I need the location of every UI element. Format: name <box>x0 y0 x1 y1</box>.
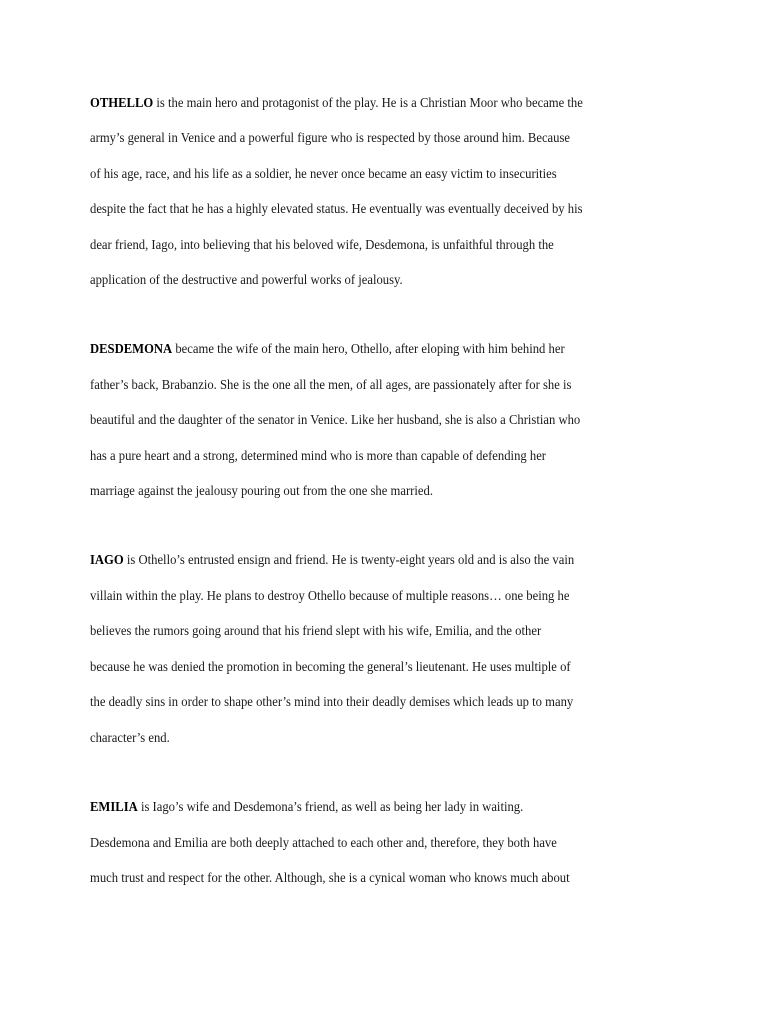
paragraph-emilia-line-1 <box>90 798 523 816</box>
character-name-othello: OTHELLO <box>90 95 154 110</box>
paragraph-desdemona-line-4: has a pure heart and a strong, determined mind who is more than capable of defending her <box>90 448 547 463</box>
line-text: is Othello’s entrusted ensign and friend. He is twenty-eight years old and is also the vain <box>123 552 575 567</box>
line-text: became the wife of the main hero, Othello, after eloping with him behind her <box>172 341 565 356</box>
paragraph-othello-line-2: army’s general in Venice and a powerful figure who is respected by those around him. Because <box>90 130 571 145</box>
character-name-desdemona: DESDEMONA <box>90 341 173 356</box>
paragraph-othello-line-3: of his age, race, and his life as a soldier, he never once became an easy victim to insecurities <box>90 166 557 181</box>
paragraph-desdemona-line-2: father’s back, Brabanzio. She is the one all the men, of all ages, are passionately after for she is <box>90 377 572 392</box>
paragraph-othello-line-5: dear friend, Iago, into believing that his beloved wife, Desdemona, is unfaithful through the <box>90 237 554 252</box>
line-text: is Iago’s wife and Desdemona’s friend, as well as being her lady in waiting. <box>137 799 524 814</box>
paragraph-emilia-line-2: Desdemona and Emilia are both deeply attached to each other and, therefore, they both have <box>90 835 557 850</box>
paragraph-iago-line-5: the deadly sins in order to shape other’s mind into their deadly demises which leads up to many <box>90 694 574 709</box>
paragraph-desdemona-line-3: beautiful and the daughter of the senator in Venice. Like her husband, she is also a Christian who <box>90 412 581 427</box>
paragraph-othello-line-1 <box>90 94 583 112</box>
paragraph-iago-line-6: character’s end. <box>90 730 170 745</box>
paragraph-emilia-line-3: much trust and respect for the other. Although, she is a cynical woman who knows much about <box>90 870 570 885</box>
character-name-iago: IAGO <box>90 552 124 567</box>
paragraph-othello-line-6: application of the destructive and powerful works of jealousy. <box>90 272 403 287</box>
character-name-emilia: EMILIA <box>90 799 138 814</box>
line-text: is the main hero and protagonist of the play. He is a Christian Moor who became the <box>153 95 583 110</box>
paragraph-iago-line-2: villain within the play. He plans to destroy Othello because of multiple reasons… one being he <box>90 588 570 603</box>
paragraph-othello-line-4: despite the fact that he has a highly elevated status. He eventually was eventually deceived by his <box>90 201 583 216</box>
paragraph-iago-line-1 <box>90 551 574 569</box>
paragraph-desdemona-line-5: marriage against the jealousy pouring out from the one she married. <box>90 483 433 498</box>
paragraph-desdemona-line-1 <box>90 340 565 358</box>
paragraph-iago-line-4: because he was denied the promotion in becoming the general’s lieutenant. He uses multiple of <box>90 659 571 674</box>
paragraph-iago-line-3: believes the rumors going around that his friend slept with his wife, Emilia, and the other <box>90 623 542 638</box>
